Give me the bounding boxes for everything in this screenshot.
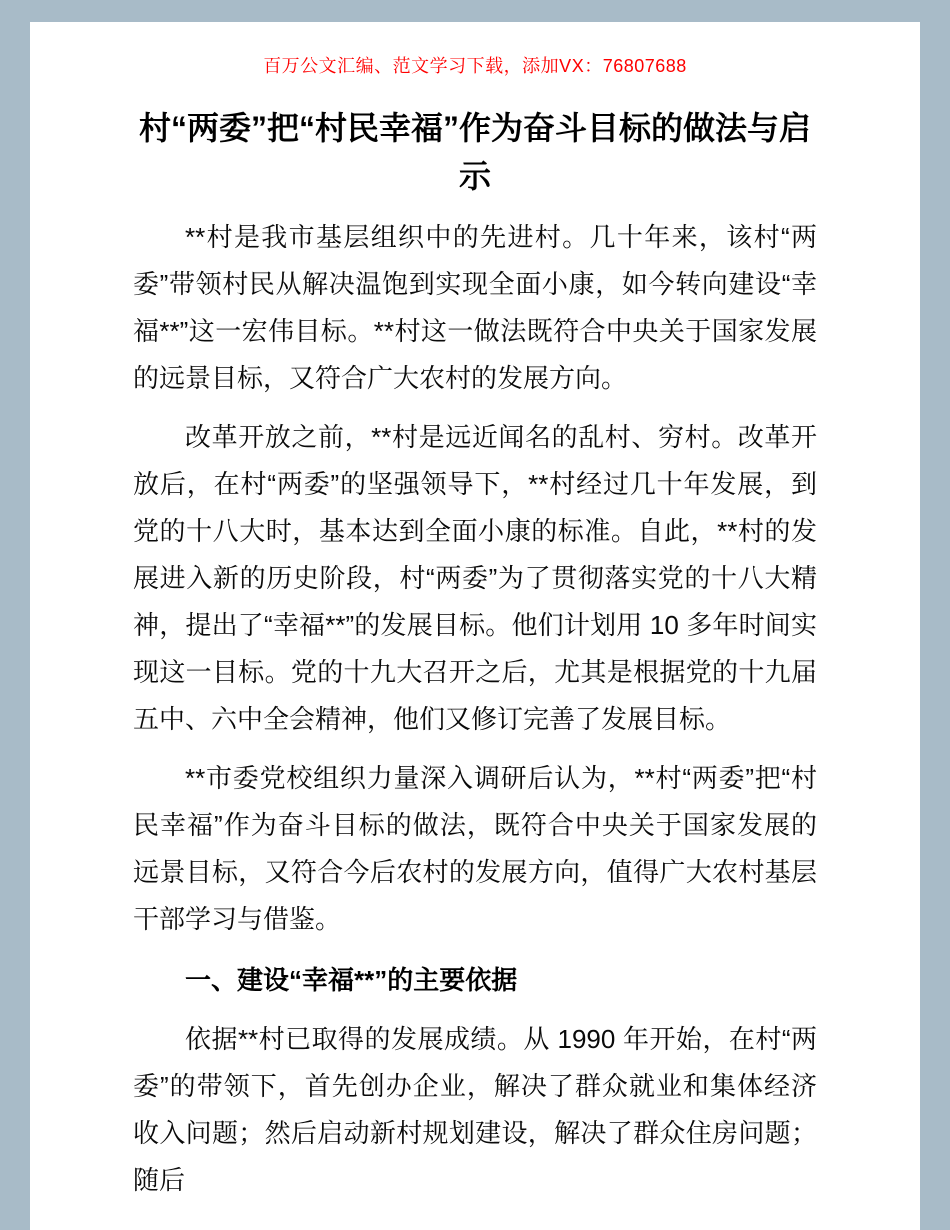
- paragraph-intro: **村是我市基层组织中的先进村。几十年来，该村“两委”带领村民从解决温饱到实现全面小康，如今转向建设“幸福**”这一宏伟目标。**村这一做法既符合中央关于国家发展的远景目标，又符合广大农村的发展方向。: [133, 222, 817, 393]
- section-heading: 一、建设“幸福**”的主要依据: [185, 965, 518, 995]
- paragraph-conclusion: **市委党校组织力量深入调研后认为，**村“两委”把“村民幸福”作为奋斗目标的做法，既符合中央关于国家发展的远景目标，又符合今后农村的发展方向，值得广大农村基层干部学习与借鉴。: [133, 763, 817, 934]
- document-title: 村“两委”把“村民幸福”作为奋斗目标的做法与启示: [138, 110, 811, 194]
- paragraph-history: 改革开放之前，**村是远近闻名的乱村、穷村。改革开放后，在村“两委”的坚强领导下，**村经过几十年发展，到党的十八大时，基本达到全面小康的标准。自此，**村的发展进入新的历史阶段，村“两委”为了贯彻落实党的十八大精神，提出了“幸福**”的发展目标。他们计划用 10 多年时间实现这一目标。党的十九大召开之后，尤其是根据党的十九届五中、六中全会精神，他们又修订完善了发展目标。: [133, 422, 817, 734]
- header-notice: 百万公文汇编、范文学习下载，添加VX：76807688: [263, 56, 687, 76]
- document-page: [30, 22, 920, 1230]
- paragraph-basis: 依据**村已取得的发展成绩。从 1990 年开始，在村“两委”的带领下，首先创办企业，解决了群众就业和集体经济收入问题；然后启动新村规划建设，解决了群众住房问题；随后: [133, 1024, 817, 1195]
